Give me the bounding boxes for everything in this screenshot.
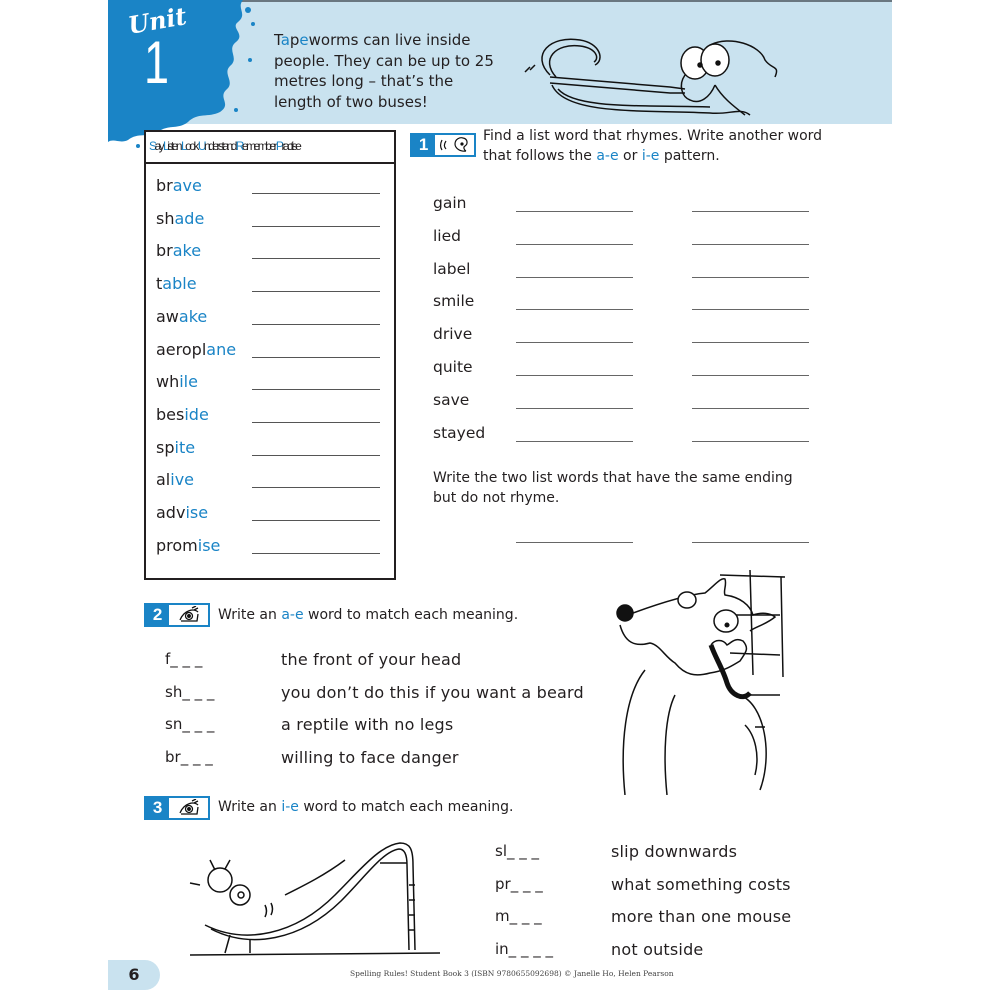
list-word	[156, 470, 194, 489]
list-word	[156, 405, 209, 424]
answer-line[interactable]	[692, 309, 809, 310]
word-clue[interactable]: sh_ _ _	[165, 682, 215, 701]
answer-line[interactable]	[692, 375, 809, 376]
answer-line[interactable]	[516, 309, 633, 310]
strategy-word: nderstand	[204, 139, 235, 153]
word-clue[interactable]: in_ _ _ _	[495, 940, 553, 959]
answer-line[interactable]	[252, 357, 380, 358]
strategy-word: ay	[154, 139, 163, 153]
answer-line[interactable]	[252, 487, 380, 488]
unit-number: 1	[144, 29, 170, 96]
word-clue[interactable]: sn_ _ _	[165, 715, 215, 734]
rhyme-prompt-word: lied	[433, 226, 461, 245]
word-pattern: ise	[185, 503, 209, 522]
answer-line[interactable]	[252, 226, 380, 227]
word-pattern: ide	[184, 404, 209, 424]
rhyme-prompt-word: quite	[433, 358, 473, 376]
strategy-word: emember	[241, 139, 276, 153]
word-stem: t	[156, 274, 163, 294]
strategy-word: isten	[167, 139, 181, 153]
mouse-slide-illustration	[185, 835, 445, 960]
rhyme-prompt-word: stayed	[433, 423, 486, 442]
word-stem: al	[156, 470, 171, 490]
activity-1-badge	[410, 133, 476, 157]
instruction-text: Write an	[218, 607, 282, 623]
word-pattern: ise	[197, 535, 221, 555]
ear-icon	[435, 135, 474, 155]
activity-number: 2	[146, 605, 169, 625]
word-pattern: ive	[170, 470, 195, 490]
pattern-i-e: i-e	[641, 148, 660, 164]
list-word	[156, 536, 220, 555]
strategy-word: ractise	[281, 139, 300, 153]
word-stem: prom	[156, 535, 198, 555]
activity-2-instruction	[218, 605, 518, 625]
unit-label: Unit	[125, 1, 189, 40]
word-clue[interactable]: m_ _ _	[495, 907, 542, 926]
strategy-initial: P	[275, 139, 282, 153]
answer-line[interactable]	[692, 244, 809, 245]
instruction-text: or	[618, 148, 642, 164]
answer-line[interactable]	[252, 520, 380, 521]
word-pattern: ane	[206, 339, 237, 359]
answer-line[interactable]	[692, 342, 809, 343]
word-clue[interactable]: pr_ _ _	[495, 874, 543, 893]
answer-line[interactable]	[252, 422, 380, 423]
rhyme-prompt-word: drive	[433, 325, 473, 344]
fact-part-highlight: a	[280, 31, 290, 49]
answer-line[interactable]	[252, 258, 380, 259]
instruction-text: word to match each meaning.	[298, 799, 514, 815]
word-meaning: you don’t do this if you want a beard	[281, 682, 584, 702]
eye-icon	[169, 798, 208, 818]
list-word	[156, 307, 207, 326]
word-meaning: more than one mouse	[611, 907, 792, 927]
word-meaning: not outside	[611, 940, 704, 960]
answer-line[interactable]	[516, 277, 633, 278]
fact-part-highlight: e	[299, 31, 309, 49]
rhyme-prompt-word: gain	[433, 194, 467, 212]
strategy-initial: S	[149, 139, 155, 153]
strategy-initial: L	[180, 139, 186, 153]
answer-line[interactable]	[252, 455, 380, 456]
instruction-text: Write an	[218, 799, 282, 815]
activity-2-badge	[144, 603, 210, 627]
answer-line[interactable]	[252, 193, 380, 194]
answer-line[interactable]	[692, 408, 809, 409]
strategy-word: ook	[185, 139, 197, 153]
answer-line[interactable]	[692, 542, 809, 543]
pattern-a-e: a-e	[596, 148, 619, 164]
list-word	[156, 438, 195, 457]
list-word	[156, 209, 204, 228]
activity-number: 3	[146, 798, 169, 818]
answer-line[interactable]	[252, 553, 380, 554]
word-pattern: ake	[172, 241, 202, 261]
answer-line[interactable]	[252, 389, 380, 390]
answer-line[interactable]	[516, 244, 633, 245]
rhyme-prompt-word: save	[433, 390, 470, 409]
answer-line[interactable]	[516, 375, 633, 376]
wolf-shaving-illustration	[615, 565, 825, 795]
word-stem: adv	[156, 503, 186, 522]
instruction-text: pattern.	[659, 148, 720, 164]
word-meaning: the front of your head	[281, 650, 462, 669]
word-clue[interactable]: br_ _ _	[165, 748, 213, 767]
answer-line[interactable]	[252, 324, 380, 325]
word-meaning: willing to face danger	[281, 748, 459, 768]
word-clue[interactable]: f_ _ _	[165, 650, 203, 668]
answer-line[interactable]	[516, 408, 633, 409]
answer-line[interactable]	[252, 291, 380, 292]
strategy-initial: U	[197, 139, 204, 153]
word-meaning: what something costs	[611, 874, 791, 894]
word-pattern: ade	[174, 208, 205, 228]
word-pattern: able	[162, 274, 197, 294]
word-stem: br	[156, 241, 173, 261]
list-word	[156, 372, 198, 391]
word-meaning: a reptile with no legs	[281, 715, 454, 735]
answer-line[interactable]	[692, 277, 809, 278]
activity-3-badge	[144, 796, 210, 820]
word-stem: aw	[156, 306, 179, 326]
answer-line[interactable]	[692, 211, 809, 212]
word-pattern: ile	[179, 372, 198, 392]
activity-3-instruction	[218, 797, 513, 817]
word-pattern: ave	[172, 176, 202, 195]
fact-part: worms can live inside people. They can be up to 25 metres long – that’s the length of two buses!	[274, 31, 494, 111]
list-word	[156, 176, 202, 195]
page-number: 6	[108, 960, 160, 990]
rhyme-prompt-word: smile	[433, 292, 475, 311]
word-clue[interactable]: sl_ _ _	[495, 842, 540, 860]
word-meaning: slip downwards	[611, 842, 738, 861]
answer-line[interactable]	[516, 441, 633, 442]
list-word	[156, 503, 208, 522]
word-pattern: ake	[178, 306, 208, 326]
word-stem: aeropl	[156, 339, 207, 359]
answer-line[interactable]	[516, 542, 633, 543]
pattern-a-e: a-e	[281, 607, 304, 623]
fact-part: p	[289, 31, 300, 49]
word-stem: wh	[156, 372, 180, 392]
answer-line[interactable]	[692, 441, 809, 442]
activity-1-followup: Write the two list words that have the same ending but do not rhyme.	[433, 470, 793, 506]
activity-number: 1	[412, 135, 435, 155]
instruction-text: word to match each meaning.	[303, 607, 519, 623]
fun-fact	[274, 30, 494, 112]
answer-line[interactable]	[516, 342, 633, 343]
list-word	[156, 241, 201, 260]
word-list-box	[144, 130, 396, 580]
pattern-i-e: i-e	[281, 799, 299, 815]
strategy-initial: R	[235, 139, 242, 153]
activity-1-instruction	[483, 126, 843, 166]
word-stem: sh	[156, 208, 175, 228]
list-word	[156, 274, 197, 293]
footer-credit: Spelling Rules! Student Book 3 (ISBN 9780655092698) © Janelle Ho, Helen Pearson	[350, 969, 674, 978]
word-stem: sp	[156, 437, 175, 457]
word-pattern: ite	[174, 437, 196, 457]
list-word	[156, 340, 236, 359]
answer-line[interactable]	[516, 211, 633, 212]
word-stem: br	[156, 176, 173, 195]
strategy-initial: L	[163, 139, 168, 153]
strategy-header	[146, 132, 394, 164]
instruction-text: Find a list word that rhymes. Write another word that follows the	[483, 128, 823, 164]
eye-icon	[169, 605, 208, 625]
rhyme-prompt-word: label	[433, 259, 471, 278]
tapeworm-illustration	[510, 15, 800, 120]
word-stem: bes	[156, 404, 185, 424]
fact-part: T	[274, 31, 281, 49]
